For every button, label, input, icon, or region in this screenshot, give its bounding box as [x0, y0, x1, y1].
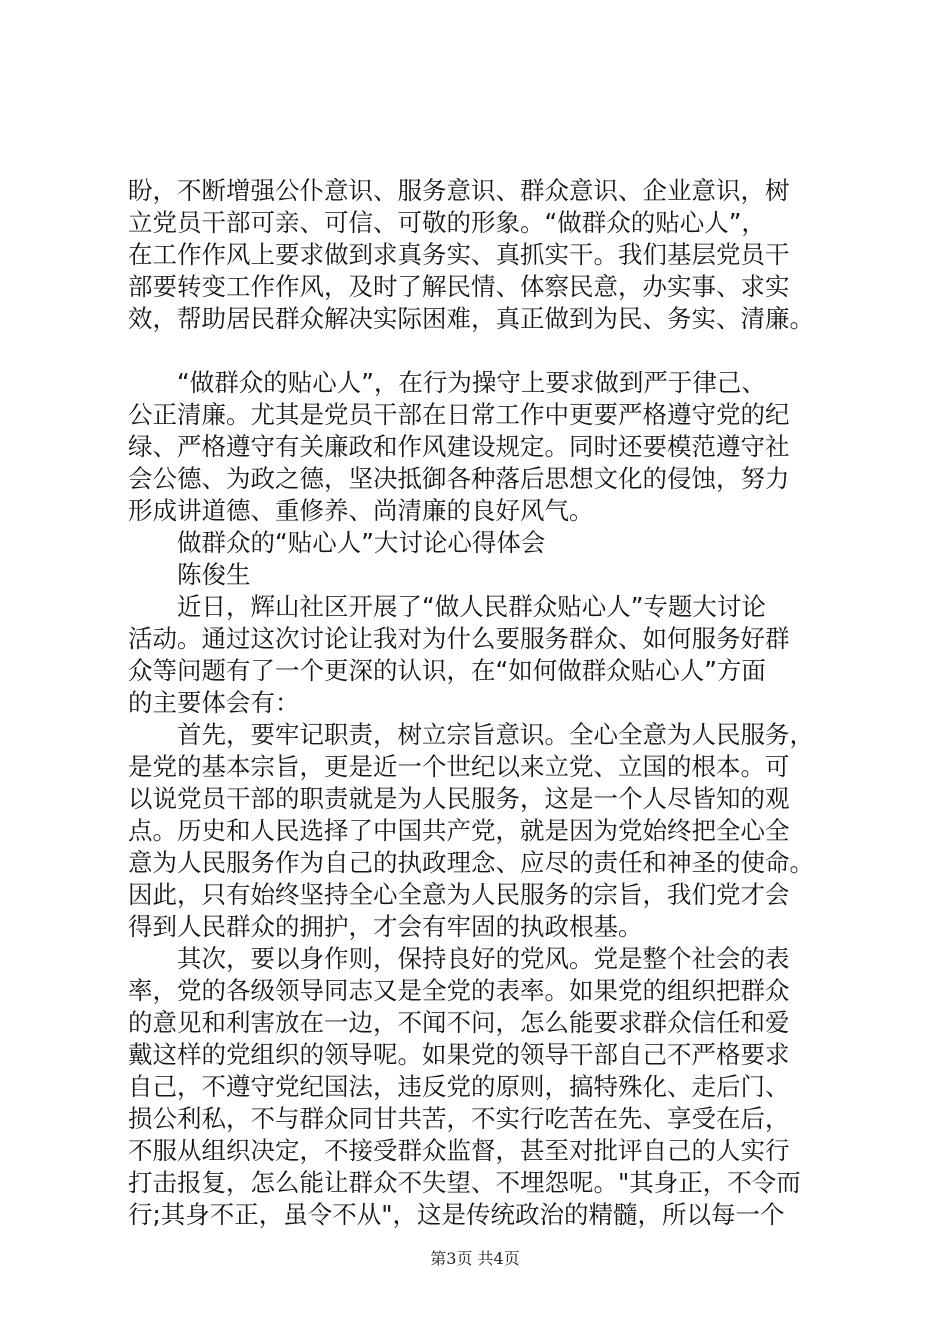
text-line: 效，帮助居民群众解决实际困难，真正做到为民、务实、清廉。: [128, 304, 814, 333]
text-line: 点。历史和人民选择了中国共产党，就是因为党始终把全心全: [128, 816, 790, 845]
text-line: 活动。通过这次讨论让我对为什么要服务群众、如何服务好群: [128, 624, 790, 653]
body-text: [128, 175, 830, 1231]
text-line: 其次，要以身作则，保持良好的党风。党是整个社会的表: [128, 944, 790, 973]
text-line: 在工作作风上要求做到求真务实、真抓实干。我们基层党员干: [128, 240, 790, 269]
text-line: 绿、严格遵守有关廉政和作风建设规定。同时还要模范遵守社: [128, 432, 790, 461]
text-line: 立党员干部可亲、可信、可敬的形象。“做群众的贴心人”，: [128, 208, 766, 237]
text-line: 意为人民服务作为自己的执政理念、应尽的责任和神圣的使命。: [128, 848, 814, 877]
text-line: 以说党员干部的职责就是为人民服务，这是一个人尽皆知的观: [128, 784, 790, 813]
text-line: 盼，不断增强公仆意识、服务意识、群众意识、企业意识，树: [128, 176, 790, 205]
text-line: 损公利私，不与群众同甘共苦，不实行吃苦在先、享受在后，: [128, 1104, 790, 1133]
text-line: 众等问题有了一个更深的认识，在“如何做群众贴心人”方面: [128, 656, 766, 685]
text-line: 不服从组织决定，不接受群众监督，甚至对批评自己的人实行: [128, 1136, 790, 1165]
text-line: 首先，要牢记职责，树立宗旨意识。全心全意为人民服务，: [128, 720, 814, 749]
author-name: 陈俊生: [128, 560, 251, 589]
article-title: 做群众的“贴心人”大讨论心得体会: [128, 528, 546, 557]
text-line: 的意见和利害放在一边，不闻不问，怎么能要求群众信任和爱: [128, 1008, 790, 1037]
text-line: 戴这样的党组织的领导呢。如果党的领导干部自己不严格要求: [128, 1040, 790, 1069]
text-line: 近日，辉山社区开展了“做人民群众贴心人”专题大讨论: [128, 592, 766, 621]
text-line: 形成讲道德、重修养、尚清廉的良好风气。: [128, 496, 594, 525]
page-number-footer: 第3页 共4页: [430, 1249, 520, 1268]
text-line: 的主要体会有：: [128, 688, 300, 717]
text-line: 得到人民群众的拥护，才会有牢固的执政根基。: [128, 912, 643, 941]
text-line: 公正清廉。尤其是党员干部在日常工作中更要严格遵守党的纪: [128, 400, 790, 429]
text-line: 行;其身不正，虽令不从"，这是传统政治的精髓，所以每一个: [128, 1200, 785, 1229]
text-line: 是党的基本宗旨，更是近一个世纪以来立党、立国的根本。可: [128, 752, 790, 781]
text-line: 部要转变工作作风，及时了解民情、体察民意，办实事、求实: [128, 272, 790, 301]
paragraph-gap: [128, 335, 830, 367]
text-line: 打击报复，怎么能让群众不失望、不埋怨呢。"其身正，不令而: [128, 1168, 801, 1197]
text-line: 因此，只有始终坚持全心全意为人民服务的宗旨，我们党才会: [128, 880, 790, 909]
text-line: 自己，不遵守党纪国法，违反党的原则，搞特殊化、走后门、: [128, 1072, 790, 1101]
text-line: “做群众的贴心人”，在行为操守上要求做到严于律己、: [128, 368, 766, 397]
text-line: 率，党的各级领导同志又是全党的表率。如果党的组织把群众: [128, 976, 790, 1005]
text-line: 会公德、为政之德，坚决抵御各种落后思想文化的侵蚀，努力: [128, 464, 790, 493]
